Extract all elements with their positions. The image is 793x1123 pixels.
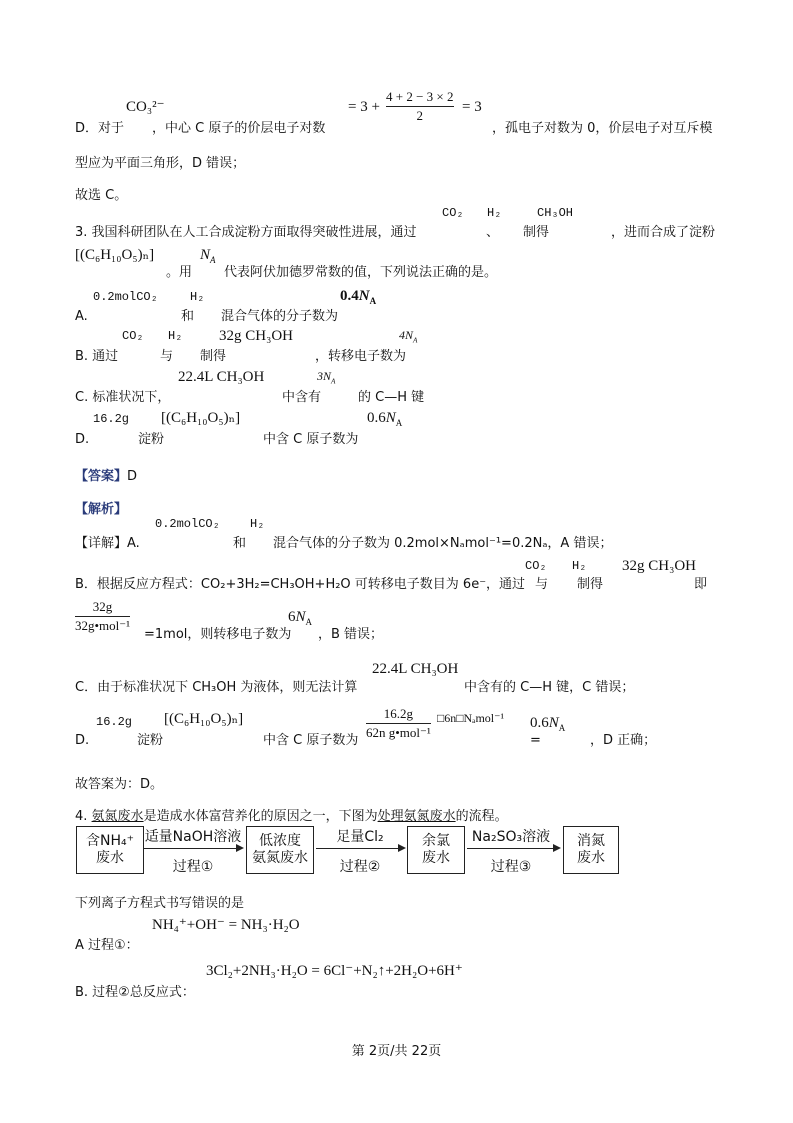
formula: H₂ (487, 206, 502, 220)
formula: [(C₆H₁₀O₅)ₙ] (75, 247, 155, 263)
text: 混合气体的分子数为 0.2mol×Nₐmol⁻¹=0.2Nₐ，A 错误； (273, 536, 613, 551)
text: 即 (694, 577, 708, 592)
text: 。用 (166, 265, 193, 280)
flow-arrow-label: 过程② (339, 859, 381, 875)
fraction: 4 + 2 − 3 × 2 2 (386, 89, 454, 124)
flow-box-residual-chlorine: 余氯 废水 (407, 826, 465, 874)
option-d-label: D. (75, 432, 90, 447)
text: 淀粉 (137, 733, 164, 748)
text: ，D 正确； (590, 733, 657, 748)
flow-arrow-label: 适量NaOH溶液 (144, 829, 242, 845)
text: 与 (535, 577, 549, 592)
text: 制得 (577, 577, 604, 592)
text: 的 C—H 键 (358, 390, 425, 405)
text: = (530, 733, 541, 748)
fraction: 32g 32g•mol⁻¹ (75, 599, 131, 634)
text: 代表阿伏加德罗常数的值，下列说法正确的是。 (224, 265, 498, 280)
formula: CO₂ (525, 559, 547, 573)
formula: 32g CH₃OH (219, 328, 293, 344)
equation: NH₄⁺+OH⁻ = NH₃·H₂O (152, 917, 300, 933)
text: 中含有 (282, 390, 322, 405)
flow-arrow-label: 过程③ (490, 859, 532, 875)
formula: 22.4L CH₃OH (178, 369, 265, 385)
formula: $6N_A$ (288, 609, 313, 627)
option-c-label: C. 标准状况下， (75, 390, 171, 405)
text: 中含 C 原子数为 (263, 432, 359, 447)
formula: CH₃OH (537, 206, 574, 220)
text: 与 (160, 349, 174, 364)
formula: $3N_A$ (317, 369, 336, 386)
question-3: 3. 我国科研团队在人工合成淀粉方面取得突破性进展，通过 (75, 225, 417, 240)
text: ，中心 C 原子的价层电子对数 (152, 121, 326, 136)
formula: □6n□Nₐmol⁻¹ (437, 711, 505, 725)
option-b-label: B. 通过 (75, 349, 119, 364)
text: ，转移电子数为 (315, 349, 407, 364)
formula: $0.6N_A$ (530, 715, 566, 733)
formula: H₂ (572, 559, 587, 573)
text: B．根据反应方程式：CO₂+3H₂=CH₃OH+H₂O 可转移电子数目为 6e⁻，通过 (75, 577, 526, 592)
flow-arrow-label: Na₂SO₃溶液 (471, 829, 551, 845)
flow-box-low-concentration: 低浓度 氨氮废水 (246, 826, 314, 874)
equation: = 3 (462, 99, 482, 115)
formula: $0.4N_A$ (340, 288, 377, 306)
flow-arrow (467, 848, 559, 849)
equation: 3Cl₂+2NH₃·H₂O = 6Cl⁻+N₂↑+2H₂O+6H⁺ (206, 963, 463, 979)
flow-arrow (144, 848, 242, 849)
text: 中含 C 原子数为 (263, 733, 359, 748)
fraction: 16.2g 62n g•mol⁻¹ (366, 706, 431, 741)
detail-d-label: D. (75, 733, 90, 748)
formula: [(C₆H₁₀O₅)ₙ] (164, 711, 244, 727)
text: C．由于标准状况下 CH₃OH 为液体，则无法计算 (75, 680, 358, 695)
q4-option-a-label: A 过程①： (75, 938, 139, 953)
formula: 32g CH₃OH (622, 558, 696, 574)
formula: $0.6N_A$ (367, 410, 403, 428)
detail-a-label: 【详解】A. (75, 536, 140, 551)
formula-co3: CO₃²⁻ (126, 99, 165, 115)
q4-option-b-label: B. 过程②总反应式： (75, 985, 195, 1000)
formula: H₂ (168, 329, 183, 343)
text: 中含有的 C—H 键，C 错误； (464, 680, 635, 695)
text: 和 (181, 309, 195, 324)
formula: CO₂ (442, 206, 464, 220)
text: 和 (233, 536, 247, 551)
text: ，孤电子对数为 0，价层电子对互斥模 (492, 121, 713, 136)
formula: 16.2g (96, 715, 133, 729)
flow-box-ammonium-wastewater: 含NH₄⁺ 废水 (76, 826, 144, 874)
text: ，进而合成了淀粉 (611, 225, 716, 240)
formula: 16.2g (93, 412, 130, 426)
page-footer: 第 2页/共 22页 (351, 1044, 442, 1059)
text: 制得 (523, 225, 550, 240)
flow-arrow-label: 足量Cl₂ (336, 829, 384, 845)
flow-arrow-label: 过程① (172, 859, 214, 875)
flow-arrow (316, 848, 404, 849)
text: ，B 错误； (318, 627, 384, 642)
equation: = 3 + (348, 99, 380, 115)
text: 淀粉 (138, 432, 165, 447)
analysis-heading: 【解析】 (75, 502, 128, 517)
option-a-label: A. (75, 309, 88, 324)
text: =1mol，则转移电子数为 (144, 627, 292, 642)
question-4-prompt: 下列离子方程式书写错误的是 (75, 896, 245, 911)
question-4: 4. 氨氮废水是造成水体富营养化的原因之一，下图为处理氨氮废水的流程。 (75, 809, 508, 824)
text: 混合气体的分子数为 (221, 309, 339, 324)
formula: H₂ (190, 290, 205, 304)
formula: 0.2molCO₂ (93, 290, 158, 304)
formula: 0.2molCO₂ (155, 517, 220, 531)
formula: CO₂ (122, 329, 144, 343)
formula: $N_A$ (200, 247, 216, 265)
formula: [(C₆H₁₀O₅)ₙ] (161, 410, 241, 426)
answer: 【答案】D (75, 469, 138, 484)
text: 故选 C。 (75, 188, 128, 203)
formula: 22.4L CH₃OH (372, 661, 459, 677)
formula: $4N_A$ (399, 328, 418, 345)
text: 制得 (200, 349, 227, 364)
final-answer: 故答案为：D。 (75, 777, 164, 792)
text: 、 (486, 225, 500, 240)
text: 型应为平面三角形，D 错误； (75, 156, 246, 171)
text: D．对于 (75, 121, 125, 136)
flow-box-denitrified: 消氮 废水 (563, 826, 619, 874)
formula: H₂ (250, 517, 265, 531)
